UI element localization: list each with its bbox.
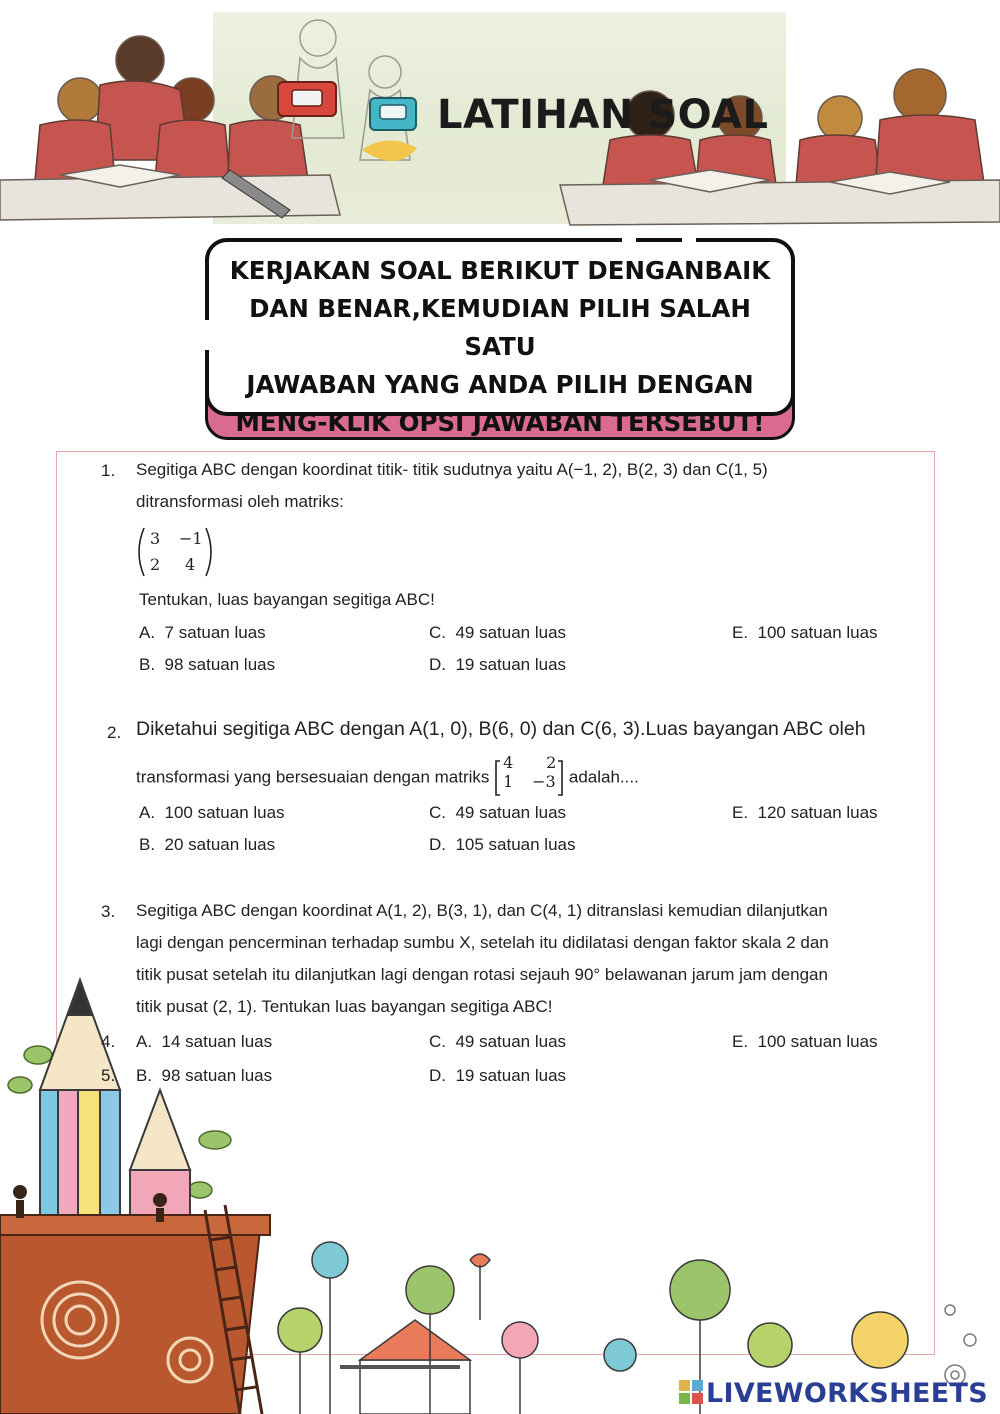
option-text: 98 satuan luas xyxy=(164,655,276,674)
q2-option-e[interactable] xyxy=(732,803,878,823)
instruction-line: KERJAKAN SOAL BERIKUT DENGANBAIK xyxy=(229,256,771,285)
bottom-illustration xyxy=(0,960,1000,1414)
option-text: 49 satuan luas xyxy=(455,1032,567,1051)
option-text: 120 satuan luas xyxy=(757,803,878,822)
question-line: ditransformasi oleh matriks: xyxy=(136,492,344,511)
q3-option-d[interactable] xyxy=(429,1066,566,1086)
option-text: 7 satuan luas xyxy=(164,623,266,642)
q3-option-e[interactable] xyxy=(732,1032,878,1052)
q3-option-a[interactable] xyxy=(136,1032,272,1052)
question-number: 2. xyxy=(107,723,122,742)
matrix-cell: −1 xyxy=(179,529,203,548)
option-letter: D. xyxy=(429,835,446,854)
option-letter: E. xyxy=(732,1032,749,1051)
option-letter: A. xyxy=(136,1032,153,1051)
option-text: 100 satuan luas xyxy=(757,623,878,642)
option-letter: E. xyxy=(732,803,749,822)
matrix-cell: 4 xyxy=(185,555,196,574)
option-text: 19 satuan luas xyxy=(455,1066,567,1085)
question-2-matrix xyxy=(494,753,564,797)
question-3-text xyxy=(136,895,926,1023)
option-text: 14 satuan luas xyxy=(161,1032,273,1051)
question-number: 1. xyxy=(101,461,116,480)
q2-option-b[interactable] xyxy=(139,835,275,855)
liveworksheets-watermark xyxy=(678,1378,988,1409)
q1-option-a[interactable] xyxy=(139,623,266,643)
q2-option-c[interactable] xyxy=(429,803,566,823)
page-title: LATIHAN SOAL xyxy=(437,92,769,138)
question-number: 3. xyxy=(101,902,116,921)
question-1-text xyxy=(136,454,916,518)
option-text: 20 satuan luas xyxy=(164,835,276,854)
matrix-cell: 3 xyxy=(150,529,161,548)
option-letter: B. xyxy=(139,835,156,854)
option-text: 19 satuan luas xyxy=(455,655,567,674)
option-text: 49 satuan luas xyxy=(455,803,567,822)
watermark-text: LIVEWORKSHEETS xyxy=(705,1378,988,1409)
option-letter: A. xyxy=(139,623,156,642)
option-letter: E. xyxy=(732,623,749,642)
option-text: 100 satuan luas xyxy=(757,1032,878,1051)
question-1-prompt: Tentukan, luas bayangan segitiga ABC! xyxy=(139,590,435,609)
liveworksheets-logo-icon xyxy=(678,1379,704,1405)
option-letter: B. xyxy=(136,1066,153,1085)
question-text: transformasi yang bersesuaian dengan matriks xyxy=(136,767,490,787)
option-letter: D. xyxy=(429,1066,446,1085)
question-line: lagi dengan pencerminan terhadap sumbu X, setelah itu didilatasi dengan faktor skala 2 dan xyxy=(136,933,829,952)
question-line: titik pusat setelah itu dilanjutkan lagi dengan rotasi sejauh 90° belawanan jarum jam dengan xyxy=(136,965,828,984)
question-line: titik pusat (2, 1). Tentukan luas bayangan segitiga ABC! xyxy=(136,997,553,1016)
matrix-cell: 2 xyxy=(150,555,161,574)
option-letter: A. xyxy=(139,803,156,822)
instruction-line: JAWABAN YANG ANDA PILIH DENGAN xyxy=(246,370,754,399)
matrix-cell: 2 xyxy=(546,753,557,772)
option-text: 105 satuan luas xyxy=(455,835,576,854)
option-letter: C. xyxy=(429,623,446,642)
stray-number: 4. xyxy=(101,1032,116,1051)
option-letter: D. xyxy=(429,655,446,674)
instruction-text xyxy=(210,252,790,442)
option-text: 98 satuan luas xyxy=(161,1066,273,1085)
option-letter: C. xyxy=(429,1032,446,1051)
question-2-line1: Diketahui segitiga ABC dengan A(1, 0), B(6, 0) dan C(6, 3).Luas bayangan ABC oleh xyxy=(136,718,866,740)
border-gap xyxy=(622,232,636,246)
q3-option-b[interactable] xyxy=(136,1066,272,1086)
q1-option-b[interactable] xyxy=(139,655,275,675)
option-letter: C. xyxy=(429,803,446,822)
matrix-cell: 1 xyxy=(503,772,514,791)
q3-option-c[interactable] xyxy=(429,1032,566,1052)
q2-option-a[interactable] xyxy=(139,803,285,823)
matrix-cell: −3 xyxy=(532,772,556,791)
q2-option-d[interactable] xyxy=(429,835,576,855)
header-banner xyxy=(0,0,1000,230)
option-letter: B. xyxy=(139,655,156,674)
instruction-line: DAN BENAR,KEMUDIAN PILIH SALAH SATU xyxy=(249,294,751,361)
stray-number: 5. xyxy=(101,1066,116,1085)
q1-option-c[interactable] xyxy=(429,623,566,643)
matrix-cell: 4 xyxy=(503,753,514,772)
parenthesis-brackets xyxy=(135,524,215,580)
question-line: Segitiga ABC dengan koordinat titik- titik sudutnya yaitu A(−1, 2), B(2, 3) dan C(1, 5) xyxy=(136,460,768,479)
q1-option-d[interactable] xyxy=(429,655,566,675)
option-text: 100 satuan luas xyxy=(164,803,285,822)
border-gap xyxy=(682,232,696,246)
instruction-line: MENG-KLIK OPSI JAWABAN TERSEBUT! xyxy=(235,408,765,437)
q1-option-e[interactable] xyxy=(732,623,878,643)
question-line: Segitiga ABC dengan koordinat A(1, 2), B(3, 1), dan C(4, 1) ditranslasi kemudian dilanjutkan xyxy=(136,901,828,920)
option-text: 49 satuan luas xyxy=(455,623,567,642)
question-text: adalah.... xyxy=(568,767,639,787)
question-2-line2 xyxy=(136,753,639,797)
